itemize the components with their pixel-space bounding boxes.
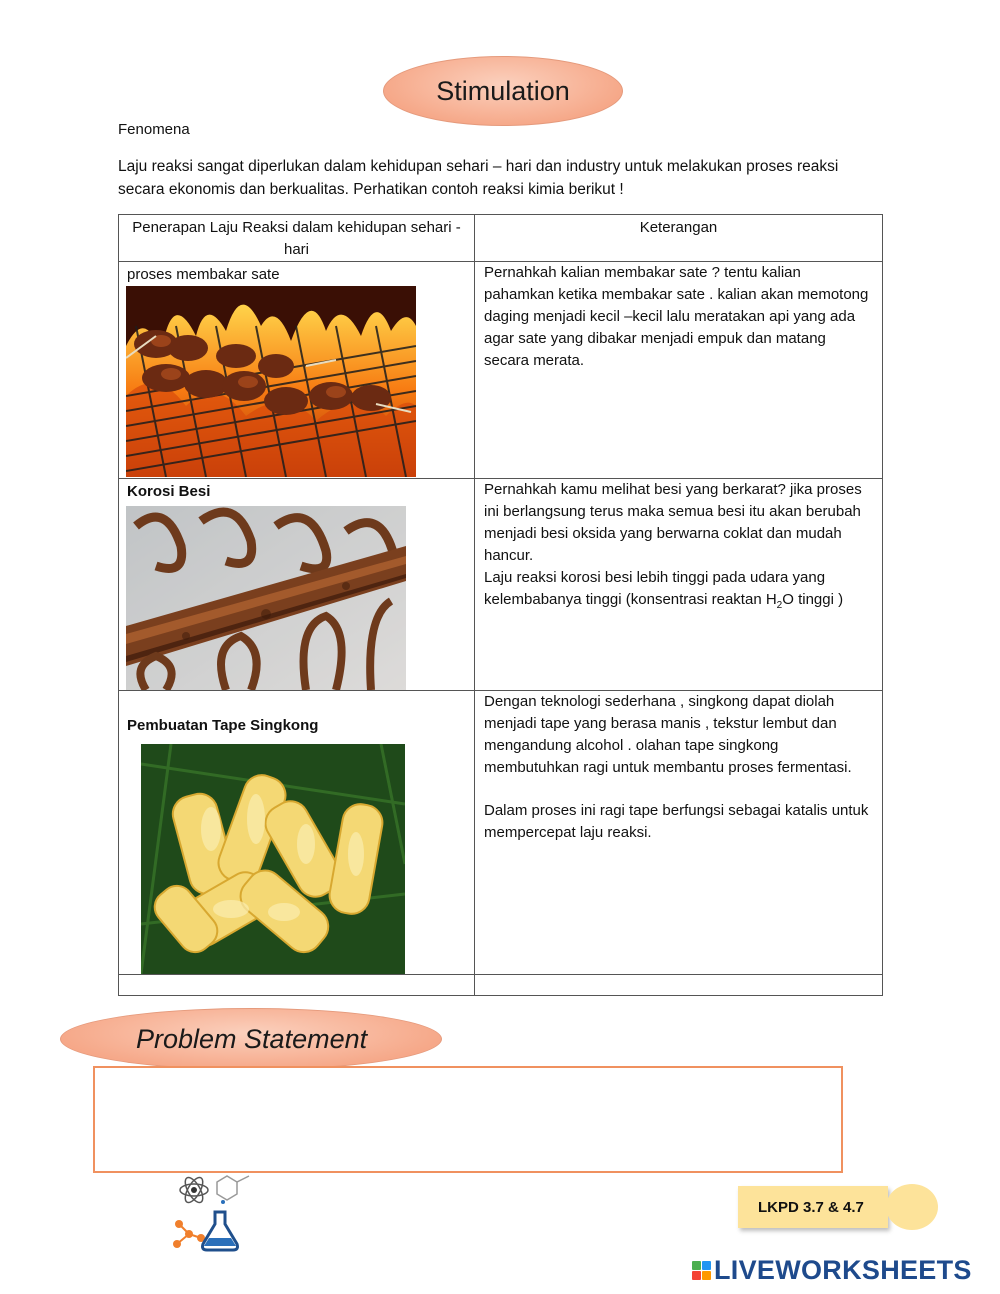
cassava-tape-photo — [141, 744, 405, 974]
lkpd-badge-circle — [886, 1184, 938, 1230]
empty-cell — [119, 975, 475, 996]
table-row — [119, 479, 883, 691]
table-row — [119, 691, 883, 975]
problem-statement-title: Problem Statement — [60, 1008, 442, 1070]
intro-paragraph: Laju reaksi sangat diperlukan dalam kehidupan sehari – hari dan industry untuk melakukan proses reaksi secara ekonomis dan berkualitas. Perhatikan contoh reaksi kimia berikut ! — [118, 158, 839, 198]
problem-statement-answer-box[interactable] — [93, 1066, 843, 1173]
row-title: Pembuatan Tape Singkong — [127, 717, 319, 734]
rusty-iron-fence-photo — [126, 506, 406, 690]
liveworksheets-logo[interactable] — [692, 1255, 972, 1285]
science-icon — [157, 1172, 257, 1260]
row-title: Korosi Besi — [127, 483, 211, 500]
satay-grilling-photo — [126, 286, 416, 477]
row-desc-cell — [475, 262, 883, 479]
row-description: Pernahkah kamu melihat besi yang berkarat? jika proses ini berlangsung terus maka semua besi itu akan berubah menjadi besi oksida yang berwarna coklat dan mudah hancur. — [484, 481, 862, 564]
row-description: Dengan teknologi sederhana , singkong dapat diolah menjadi tape yang berasa manis , tekstur lembut dan mengandung alcohol . olahan tape singkong membutuhkan ragi untuk membantu proses fermentasi. — [484, 693, 852, 776]
row-description-2: Dalam proses ini ragi tape berfungsi sebagai katalis untuk mempercepat laju reaksi. — [484, 802, 869, 841]
header-description: Keterangan — [475, 215, 883, 262]
row-title-cell — [119, 691, 475, 975]
fenomena-label: Fenomena — [118, 121, 190, 138]
row-title-cell — [119, 262, 475, 479]
empty-cell — [475, 975, 883, 996]
row-description: Pernahkah kalian membakar sate ? tentu kalian pahamkan ketika membakar sate . kalian akan memotong daging menjadi kecil –kecil lalu meratakan api yang ada agar sate yang dibakar menjadi empuk dan matang secara merata. — [484, 264, 869, 369]
row-description-2: Laju reaksi korosi besi lebih tinggi pada udara yang kelembabanya tinggi (konsentrasi reaktan $H_2O$ tinggi ) — [484, 569, 844, 611]
row-title-cell — [119, 479, 475, 691]
stimulation-title: Stimulation — [383, 56, 623, 126]
lkpd-badge: LKPD 3.7 & 4.7 — [738, 1186, 888, 1228]
table-header-row — [119, 215, 883, 262]
liveworksheets-logo-mark — [692, 1261, 711, 1280]
header-application: Penerapan Laju Reaksi dalam kehidupan sehari - hari — [119, 215, 475, 262]
liveworksheets-logo-text: LIVEWORKSHEETS — [714, 1254, 972, 1285]
row-desc-cell — [475, 691, 883, 975]
table-empty-row — [119, 975, 883, 996]
row-desc-cell — [475, 479, 883, 691]
examples-table — [118, 214, 883, 996]
row-title: proses membakar sate — [127, 266, 280, 283]
table-row — [119, 262, 883, 479]
